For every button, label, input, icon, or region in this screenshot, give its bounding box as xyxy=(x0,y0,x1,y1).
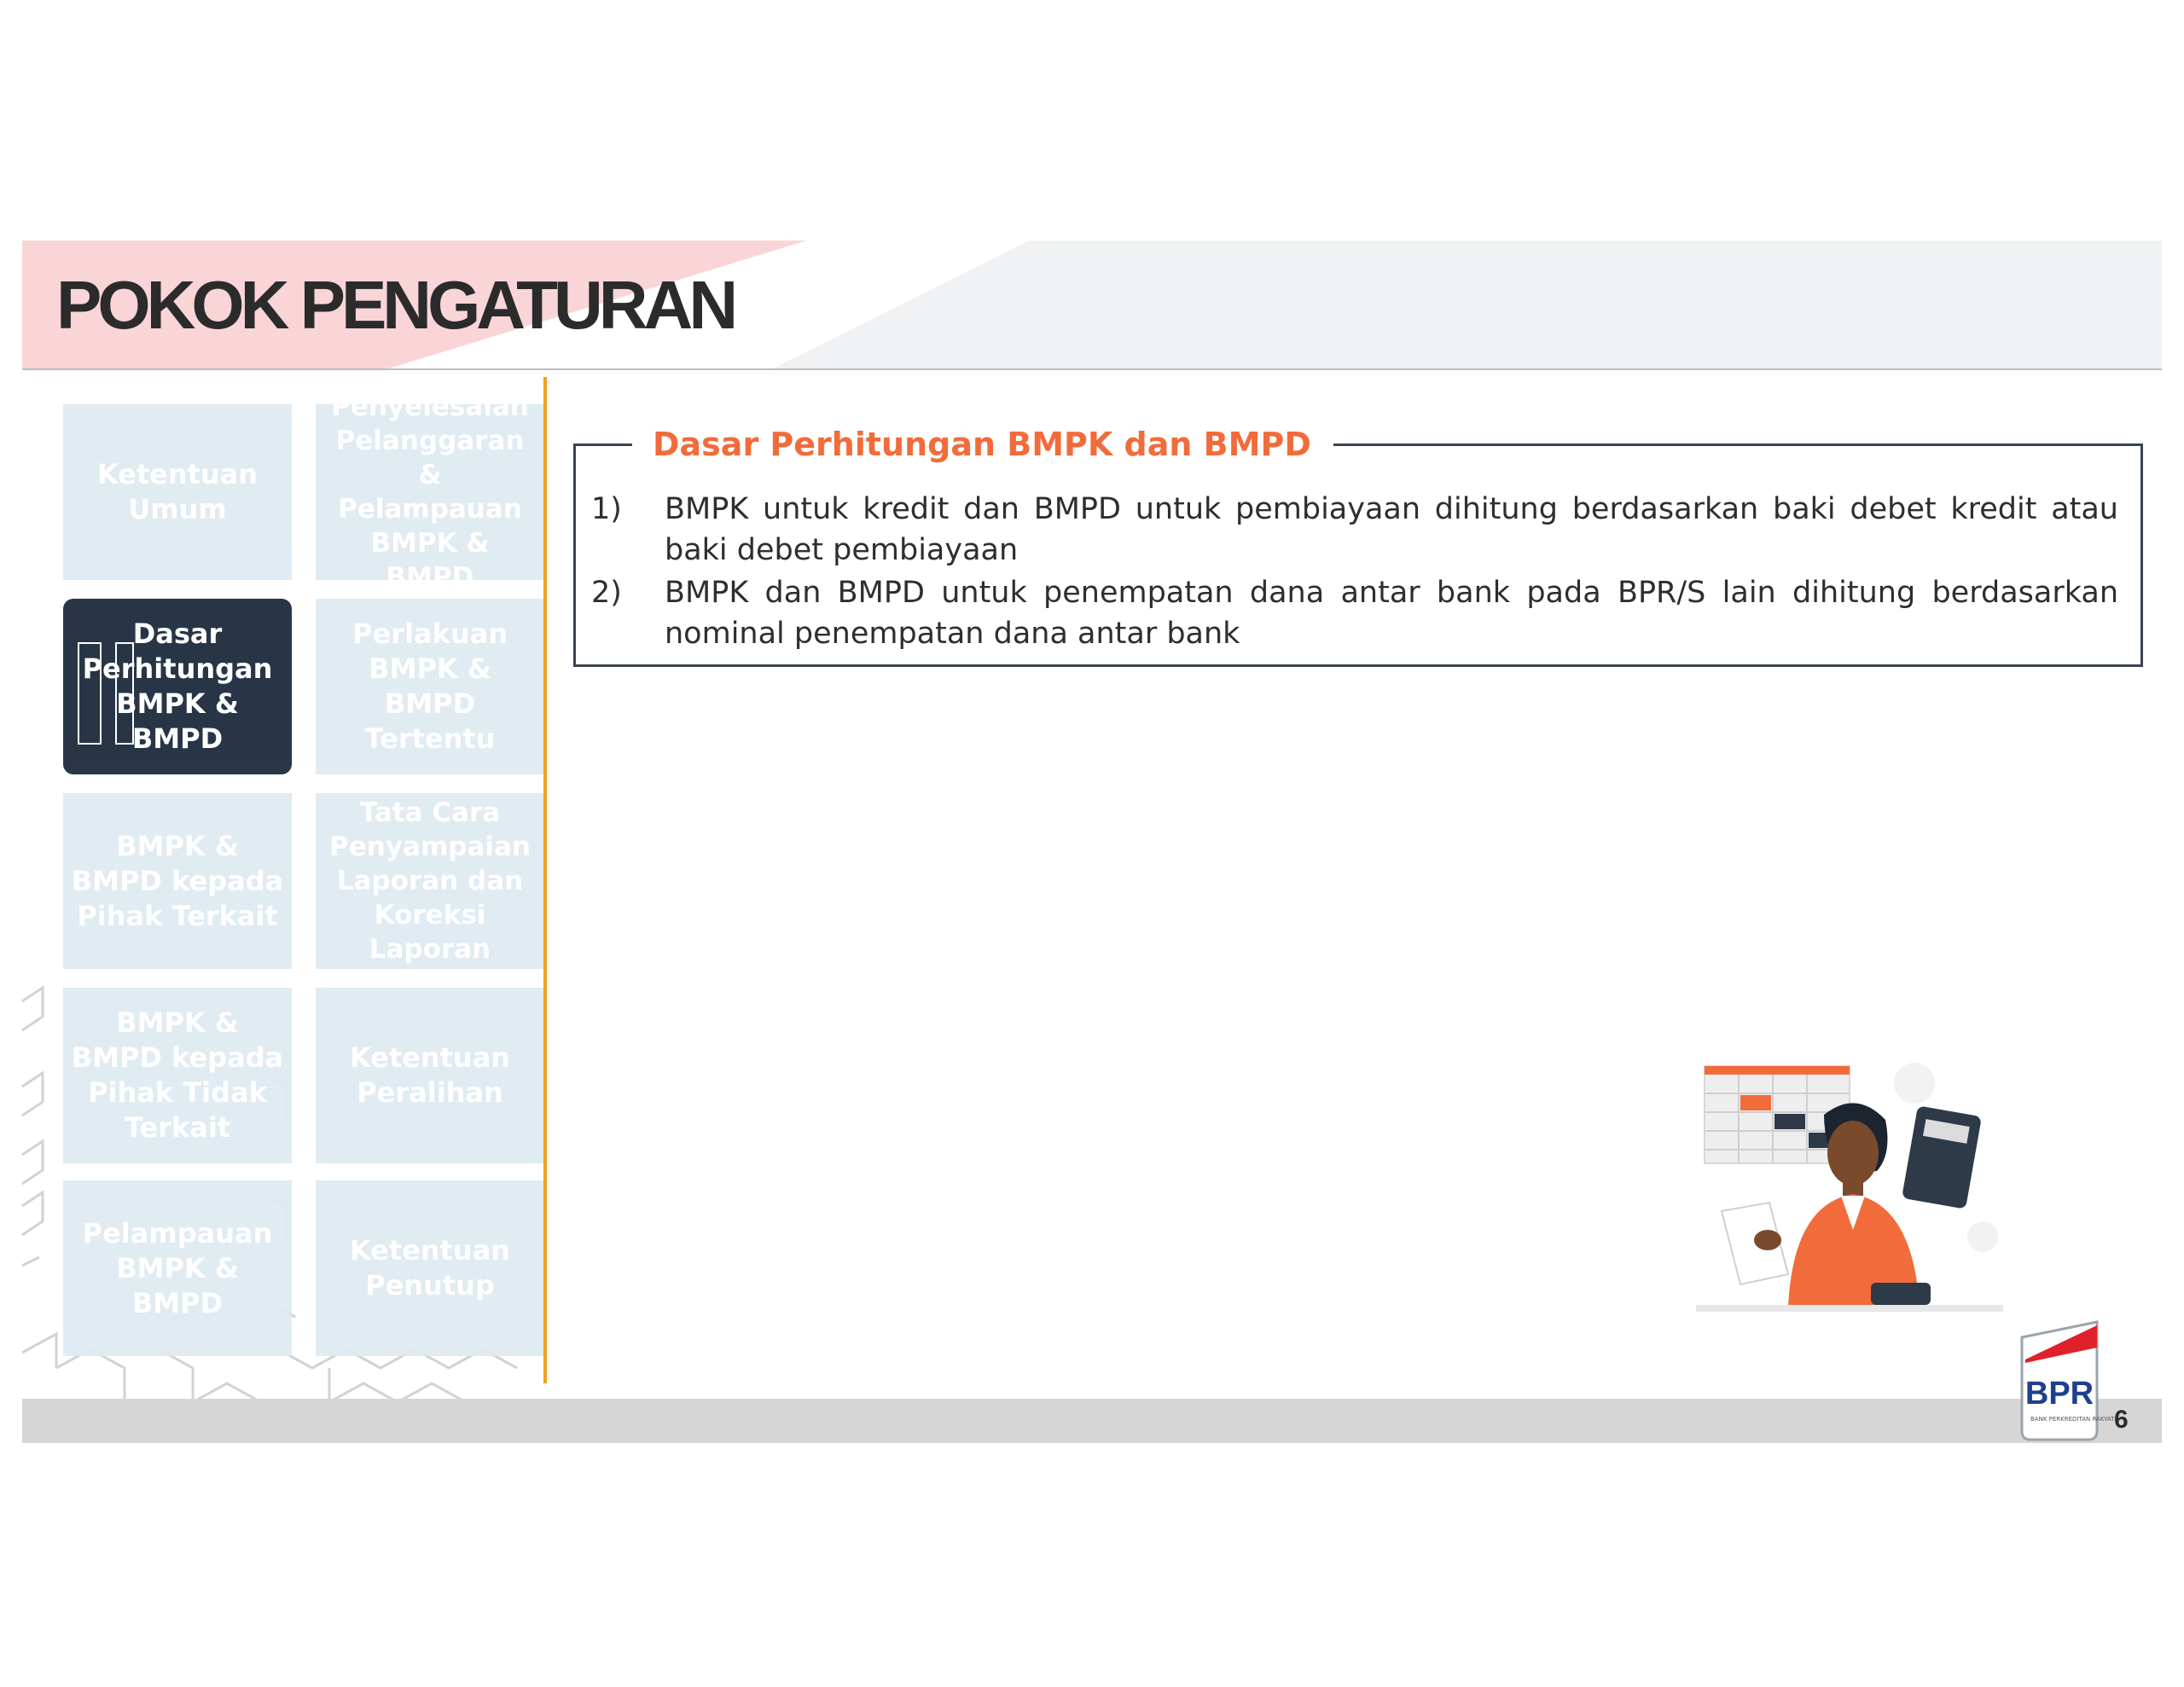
list-item xyxy=(591,572,2118,654)
page-number: 6 xyxy=(2114,1406,2129,1434)
bpr-logo-subtext: BANK PERKREDITAN RAKYAT xyxy=(2030,1416,2115,1423)
nav-tile-label: Ketentuan Peralihan xyxy=(349,1041,511,1109)
bpr-logo-text: BPR xyxy=(2024,1376,2094,1412)
list-item-text: BMPK untuk kredit dan BMPD untuk pembiayaan dihitung berdasarkan baki debet kredit atau baki debet pembiayaan xyxy=(665,492,2118,567)
nav-tile-pihak-terkait[interactable] xyxy=(63,793,292,969)
content-list xyxy=(591,489,2118,656)
vertical-divider xyxy=(543,377,547,1383)
nav-tile-label: Perlakuan BMPK & BMPD Tertentu xyxy=(352,617,508,755)
nav-tile-label: Penyelesaian Pelanggaran & Pelampauan BMPK & BMPD xyxy=(331,391,529,593)
nav-tile-label: Tata Cara Penyampaian Laporan dan Koreksi Laporan xyxy=(329,797,531,965)
list-item-text: BMPK dan BMPD untuk penempatan dana antar bank pada BPR/S lain dihitung berdasarkan nominal penempatan dana antar bank xyxy=(665,576,2118,651)
list-item-number: 1) xyxy=(591,492,622,526)
nav-tile-ketentuan-peralihan[interactable] xyxy=(316,988,544,1163)
nav-tile-label: BMPK & BMPD kepada Pihak Tidak Terkait xyxy=(71,1006,284,1144)
content-title: Dasar Perhitungan BMPK dan BMPD xyxy=(632,420,1333,468)
footer-band xyxy=(22,1399,2162,1443)
nav-tile-perlakuan[interactable] xyxy=(316,599,544,774)
nav-tile-penyelesaian-pelanggaran[interactable] xyxy=(316,391,544,593)
content-box xyxy=(573,426,2143,667)
nav-tile-pelampauan[interactable] xyxy=(63,1180,292,1356)
page-title: POKOK PENGATURAN xyxy=(56,267,735,343)
nav-tile-label: Dasar Perhitungan BMPK & BMPD xyxy=(82,617,273,755)
list-item-number: 2) xyxy=(591,576,622,610)
list-item xyxy=(591,489,2118,571)
slide xyxy=(22,241,2162,1445)
nav-tile-ketentuan-penutup[interactable] xyxy=(316,1180,544,1356)
nav-tile-tata-cara[interactable] xyxy=(316,793,544,969)
nav-tile-label: Pelampauan BMPK & BMPD xyxy=(82,1216,273,1319)
nav-tile-label: Ketentuan Penutup xyxy=(349,1234,511,1301)
nav-tile-ketentuan-umum[interactable] xyxy=(63,404,292,580)
nav-tile-pihak-tidak-terkait[interactable] xyxy=(63,988,292,1163)
bpr-logo xyxy=(2018,1322,2115,1443)
nav-tile-label: BMPK & BMPD kepada Pihak Terkait xyxy=(71,829,284,932)
header-band xyxy=(22,241,2162,368)
nav-tile-label: Ketentuan Umum xyxy=(96,458,258,525)
nav-tile-dasar-perhitungan[interactable] xyxy=(63,599,292,774)
accountant-illustration xyxy=(1696,1059,2003,1349)
header-divider xyxy=(22,368,2162,370)
